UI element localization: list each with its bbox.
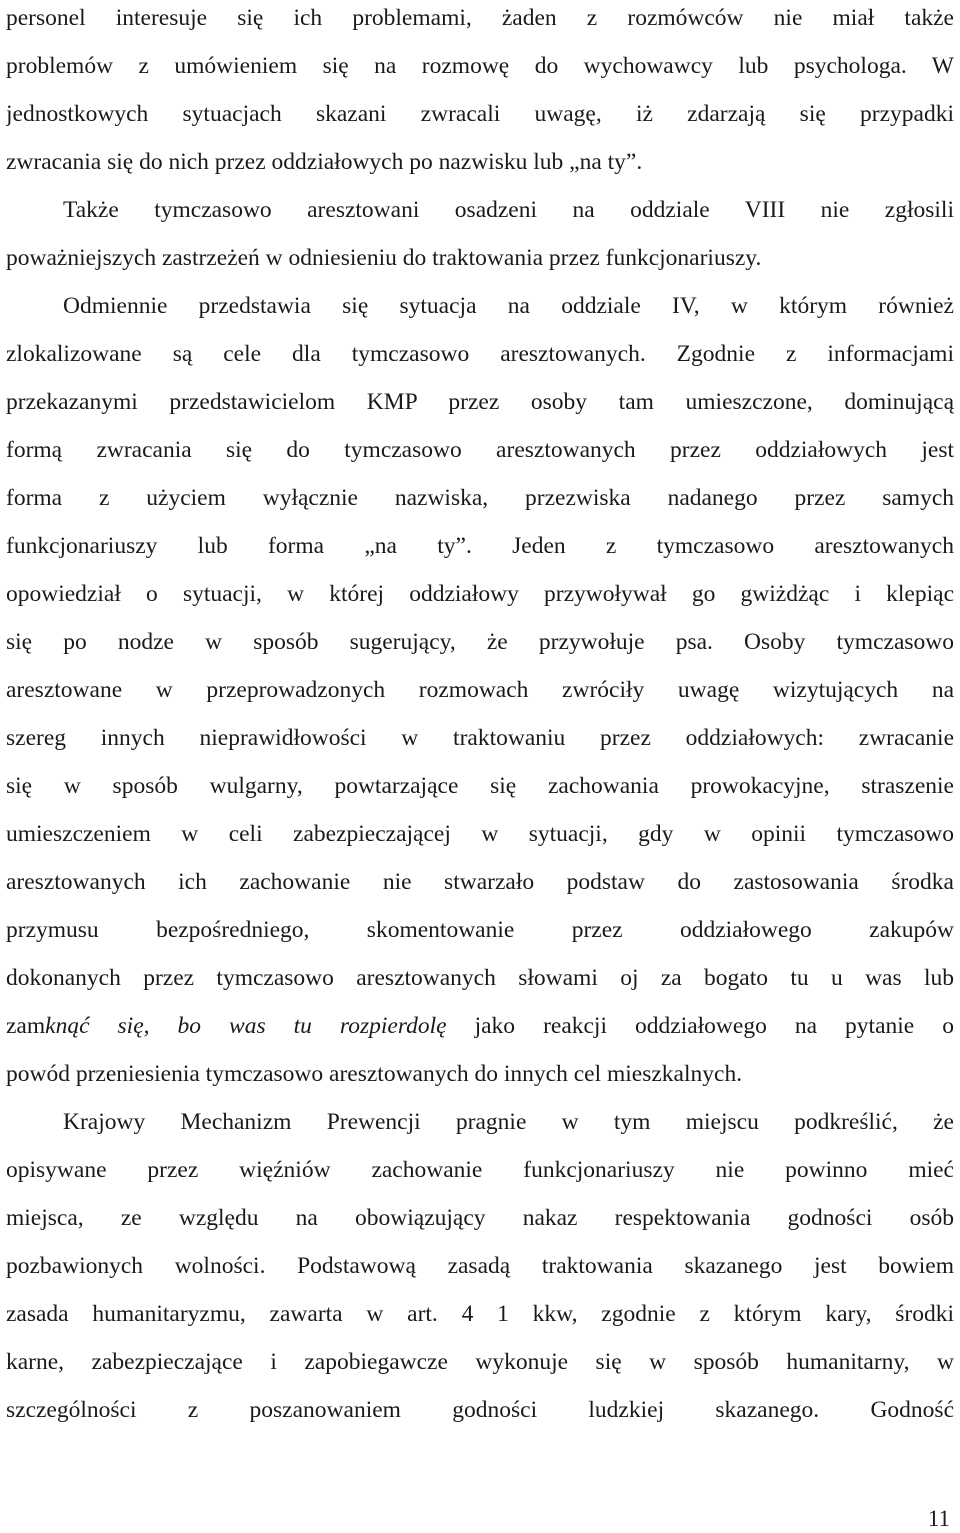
paragraph-1 xyxy=(6,0,954,192)
text-segment: zam xyxy=(6,1013,46,1039)
text-line: przekazanymi przedstawicielom KMP przez osoby tam umieszczone, dominującą xyxy=(6,389,954,415)
paragraph-4 xyxy=(6,1104,954,1440)
text-line: zasada humanitaryzmu, zawarta w art. 4 1 kkw, zgodnie z którym kary, środki xyxy=(6,1301,954,1327)
text-line: Odmiennie przedstawia się sytuacja na oddziale IV, w którym również xyxy=(63,293,954,319)
text-line: opowiedział o sytuacji, w której oddziałowy przywoływał go gwiżdżąc i klepiąc xyxy=(6,581,954,607)
text-line: poważniejszych zastrzeżeń w odniesieniu do traktowania przez funkcjonariuszy. xyxy=(6,245,762,271)
text-line: przymusu bezpośredniego, skomentowanie przez oddziałowego zakupów xyxy=(6,917,954,943)
paragraph-3 xyxy=(6,288,954,1104)
text-line: umieszczeniem w celi zabezpieczającej w sytuacji, gdy w opinii tymczasowo xyxy=(6,821,954,847)
text-line: personel interesuje się ich problemami, żaden z rozmówców nie miał także xyxy=(6,5,954,31)
text-line: aresztowane w przeprowadzonych rozmowach zwróciły uwagę wizytujących na xyxy=(6,677,954,703)
text-line: zwracania się do nich przez oddziałowych po nazwisku lub „na ty”. xyxy=(6,149,643,175)
text-line: jednostkowych sytuacjach skazani zwracali uwagę, iż zdarzają się przypadki xyxy=(6,101,954,127)
text-line: Krajowy Mechanizm Prewencji pragnie w tym miejscu podkreślić, że xyxy=(63,1109,954,1135)
text-line: pozbawionych wolności. Podstawową zasadą traktowania skazanego jest bowiem xyxy=(6,1253,954,1279)
text-line: się po nodze w sposób sugerujący, że przywołuje psa. Osoby tymczasowo xyxy=(6,629,954,655)
text-line: forma z użyciem wyłącznie nazwiska, przezwiska nadanego przez samych xyxy=(6,485,954,511)
text-line: aresztowanych ich zachowanie nie stwarzało podstaw do zastosowania środka xyxy=(6,869,954,895)
text-line: szereg innych nieprawidłowości w traktowaniu przez oddziałowych: zwracanie xyxy=(6,725,954,751)
text-line: formą zwracania się do tymczasowo aresztowanych przez oddziałowych jest xyxy=(6,437,954,463)
page-number: 11 xyxy=(927,1506,950,1531)
text-line: funkcjonariuszy lub forma „na ty”. Jeden z tymczasowo aresztowanych xyxy=(6,533,954,559)
italic-quote: knąć się, bo was tu rozpierdolę xyxy=(45,1013,447,1039)
text-line: zlokalizowane są cele dla tymczasowo aresztowanych. Zgodnie z informacjami xyxy=(6,341,954,367)
paragraph-2 xyxy=(6,192,954,288)
text-line: problemów z umówieniem się na rozmowę do wychowawcy lub psychologa. W xyxy=(6,53,954,79)
text-line: karne, zabezpieczające i zapobiegawcze wykonuje się w sposób humanitarny, w xyxy=(6,1349,954,1375)
text-line: dokonanych przez tymczasowo aresztowanych słowami oj za bogato tu u was lub xyxy=(6,965,954,991)
text-line: opisywane przez więźniów zachowanie funkcjonariuszy nie powinno mieć xyxy=(6,1157,954,1183)
text-line: się w sposób wulgarny, powtarzające się zachowania prowokacyjne, straszenie xyxy=(6,773,954,799)
text-line: Także tymczasowo aresztowani osadzeni na oddziale VIII nie zgłosili xyxy=(63,197,954,223)
text-line: miejsca, ze względu na obowiązujący nakaz respektowania godności osób xyxy=(6,1205,954,1231)
document-body xyxy=(6,0,954,1440)
text-line: powód przeniesienia tymczasowo aresztowanych do innych cel mieszkalnych. xyxy=(6,1061,743,1087)
text-line-mixed xyxy=(6,1008,954,1056)
text-line: szczególności z poszanowaniem godności ludzkiej skazanego. Godność xyxy=(6,1397,954,1423)
text-segment: jako reakcji oddziałowego na pytanie o xyxy=(446,1013,954,1039)
